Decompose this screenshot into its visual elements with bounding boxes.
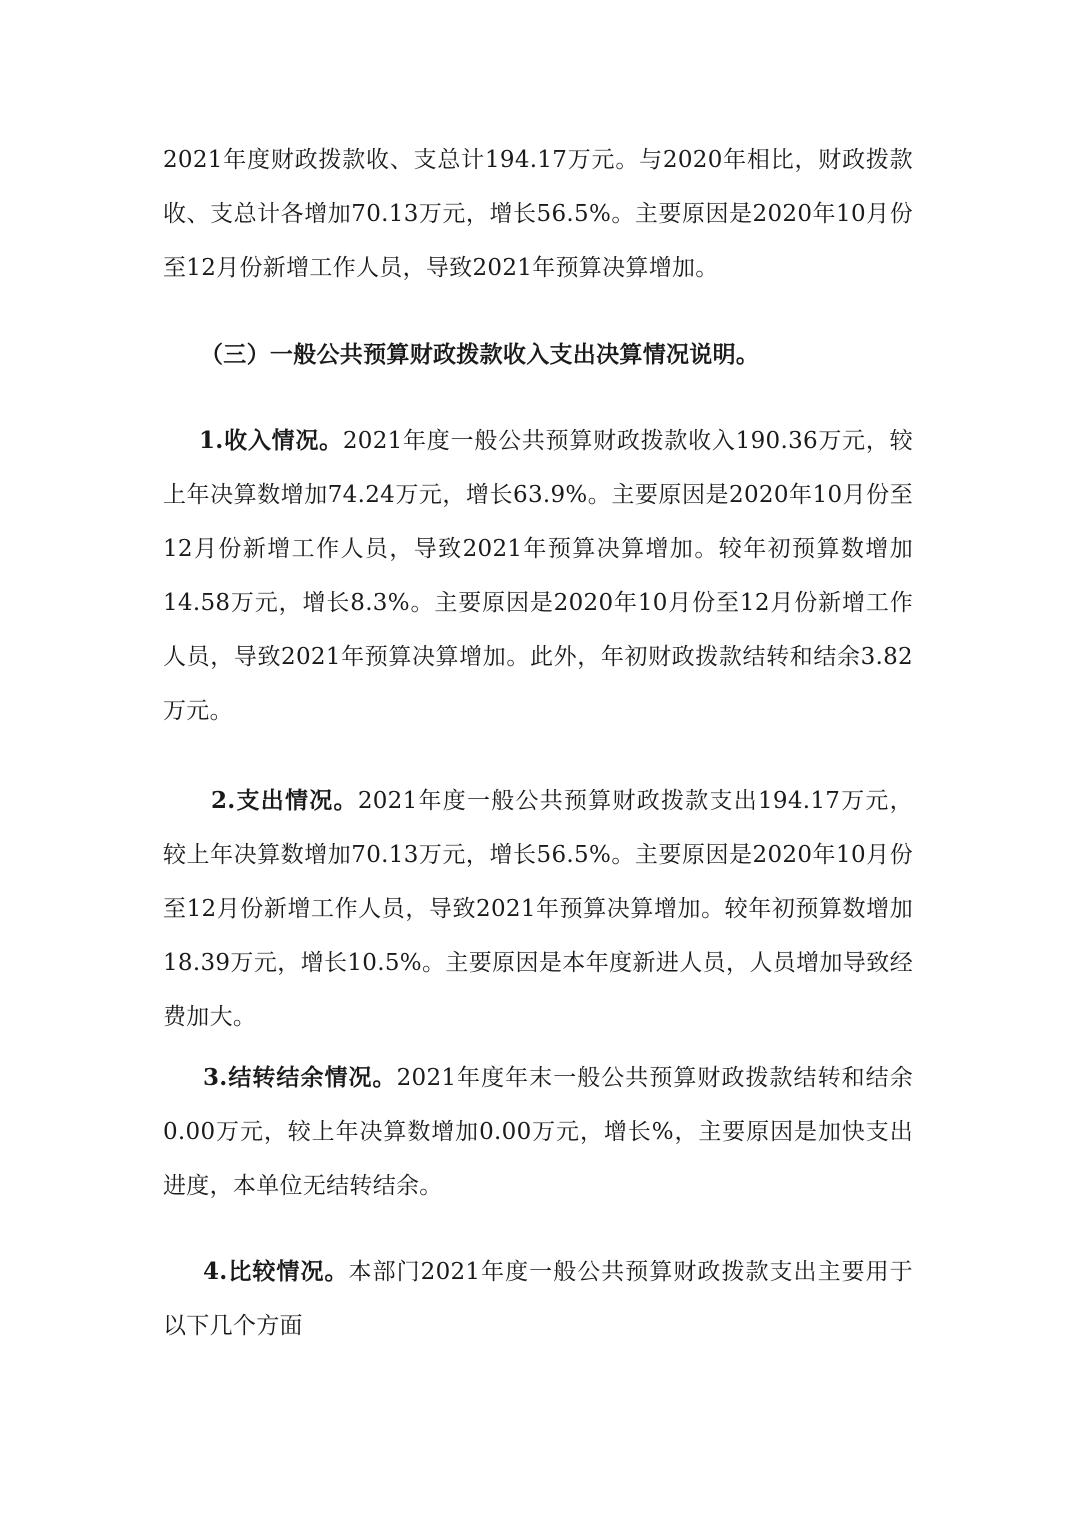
paragraph-lead: 4.比较情况。 xyxy=(203,1258,349,1285)
paragraph-body: 2021年度一般公共预算财政拨款收入190.36万元，较上年决算数增加74.24万元，增长63.9%。主要原因是2020年10月份至12月份新增工作人员，导致2021年预算决算增加。较年初预算数增加14.58万元，增长8.3%。主要原因是2020年10月份至12月份新增工作人员，导致2021年预算决算增加。此外，年初财政拨款结转和结余3.82万元。 xyxy=(163,428,913,724)
paragraph-comparison xyxy=(163,1245,913,1353)
intro-text: 2021年度财政拨款收、支总计194.17万元。与2020年相比，财政拨款收、支总计各增加70.13万元，增长56.5%。主要原因是2020年10月份至12月份新增工作人员，导致2021年预算决算增加。 xyxy=(163,147,913,281)
intro-paragraph xyxy=(163,133,913,295)
paragraph-lead: 3.结转结余情况。 xyxy=(203,1064,397,1091)
paragraph-income xyxy=(163,414,913,738)
paragraph-lead: 2.支出情况。 xyxy=(211,787,358,814)
paragraph-carryover xyxy=(163,1051,913,1213)
paragraph-expenditure xyxy=(163,774,913,1044)
paragraph-lead: 1.收入情况。 xyxy=(199,427,343,454)
paragraph-body: 2021年度一般公共预算财政拨款支出194.17万元，较上年决算数增加70.13万元，增长56.5%。主要原因是2020年10月份至12月份新增工作人员，导致2021年预算决算增加。较年初预算数增加18.39万元，增长10.5%。主要原因是本年度新进人员，人员增加导致经费加大。 xyxy=(163,788,913,1030)
paragraph-body: 本部门2021年度一般公共预算财政拨款支出主要用于以下几个方面 xyxy=(163,1259,913,1339)
paragraph-body: 2021年度年末一般公共预算财政拨款结转和结余0.00万元，较上年决算数增加0.00万元，增长%，主要原因是加快支出进度，本单位无结转结余。 xyxy=(163,1065,913,1199)
section-heading: （三）一般公共预算财政拨款收入支出决算情况说明。 xyxy=(200,341,760,368)
